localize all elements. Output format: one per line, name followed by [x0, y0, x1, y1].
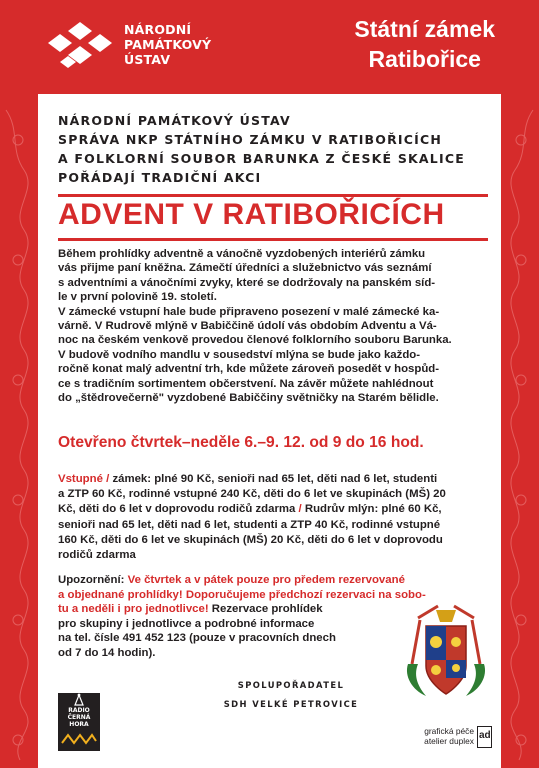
radio-cerna-hora-logo: [58, 693, 100, 751]
reservation-text: pro skupiny i jednotlivce a podrobné informace: [58, 617, 315, 630]
slash: /: [102, 473, 113, 485]
organizer-line: SPRÁVA NKP STÁTNÍHO ZÁMKU V RATIBOŘICÍCH: [58, 132, 443, 147]
description-line: vás přijme paní kněžna. Zámečtí úředníci a služebnictvo vás seznámí: [58, 262, 432, 275]
radio-logo-text: [58, 707, 100, 728]
mill-price-text: plné 60 Kč,: [378, 503, 442, 516]
castle-price-text: Kč, děti do 6 let v doprovodu rodičů zdarma: [58, 503, 299, 516]
institution-line: ÚSTAV: [124, 52, 171, 67]
event-title: ADVENT V RATIBOŘICÍCH: [58, 198, 445, 231]
title-rule-bottom: [58, 238, 488, 241]
description-line: várně. V Rudrově mlýně v Babiččině údolí vás obdobím Adventu a Vá-: [58, 320, 437, 333]
description-line: s adventními a vánočními zvyky, které se dodržovaly na panském síd-: [58, 276, 436, 289]
castle-label: zámek:: [112, 473, 152, 485]
npu-logo-icon: [46, 22, 114, 70]
co-organizer-name: SDH VELKÉ PETROVICE: [223, 699, 359, 709]
notice-line: [58, 573, 498, 588]
radio-logo-line: RADIO: [68, 707, 90, 714]
radio-wave-icon: [58, 731, 100, 747]
description-line: le v první polovině 19. století.: [58, 291, 217, 304]
description-line: ročně konat malý adventní trh, kde můžete zároveň posedět v hospůd-: [58, 363, 440, 376]
notice-warning: Ve čtvrtek a v pátek pouze pro předem rezervované: [127, 574, 405, 586]
event-description: [58, 247, 490, 405]
price-line: 160 Kč, děti do 6 let ve skupinách (MŠ) 20 Kč, děti do 6 let v doprovodu: [58, 533, 443, 546]
reservation-text: Rezervace prohlídek: [208, 603, 323, 616]
description-line: V budově vodního mandlu v sousedství mlýna se bude jako každo-: [58, 348, 421, 361]
castle-price-text: plné 90 Kč, senioři nad 65 let, děti nad 6 let, studenti: [151, 473, 438, 485]
organizer-line: POŘÁDAJÍ TRADIČNÍ AKCI: [58, 170, 262, 185]
price-line: [58, 472, 490, 487]
description-line: ce s tradičním sortimentem občerstvení. Na závěr můžete nahlédnout: [58, 377, 434, 390]
design-credit: [400, 726, 474, 746]
credit-line: atelier duplex: [424, 736, 474, 746]
slash: /: [298, 503, 305, 516]
notice-warning: tu a neděli i pro jednotlivce!: [58, 603, 209, 616]
price-line: rodičů zdarma: [58, 549, 136, 562]
castle-title: [354, 14, 495, 74]
radio-tower-icon: [58, 693, 100, 707]
co-organizer: [196, 676, 386, 714]
reservation-text: od 7 do 14 hodin).: [58, 646, 156, 659]
organizer-line: A FOLKLORNÍ SOUBOR BARUNKA Z ČESKÉ SKALICE: [58, 151, 465, 166]
notice-label: Upozornění:: [58, 574, 125, 586]
radio-logo-line: HORA: [69, 721, 89, 728]
title-rule-top: [58, 194, 488, 197]
mill-label: Rudrův mlýn:: [304, 503, 379, 516]
description-line: do „štědrovečerně" vyzdobené Babiččiny světničky na Starém bělidle.: [58, 392, 439, 405]
notice-warning: a objednané prohlídky! Doporučujeme předchozí rezervaci na sobo-: [58, 588, 426, 601]
price-line: a ZTP 60 Kč, rodinné vstupné 240 Kč, děti do 6 let ve skupinách (MŠ) 20: [58, 488, 446, 501]
radio-logo-line: ČERNÁ: [67, 714, 91, 721]
credit-logo-text: ad: [479, 730, 491, 741]
price-line: [58, 502, 490, 517]
entry-label: Vstupné: [58, 473, 103, 485]
institution-name: [124, 22, 211, 67]
atelier-duplex-logo: [477, 726, 492, 748]
description-line: V zámecké vstupní hale bude připraveno posezení v malé zámecké ka-: [58, 305, 440, 318]
co-organizer-label: SPOLUPOŘADATEL: [237, 680, 345, 690]
organizer-line: NÁRODNÍ PAMÁTKOVÝ ÚSTAV: [58, 113, 291, 128]
reservation-text: na tel. čísle 491 452 123 (pouze v pracovních dnech: [58, 632, 336, 645]
institution-line: NÁRODNÍ: [124, 22, 192, 37]
institution-line: PAMÁTKOVÝ: [124, 37, 212, 52]
description-line: noc na českém venkově provedou členové folklorního souboru Barunka.: [58, 334, 452, 347]
credit-line: grafická péče: [424, 726, 474, 736]
castle-title-line: Státní zámek: [354, 16, 495, 42]
admission-prices: [58, 472, 490, 563]
organizers: [58, 111, 488, 187]
opening-hours: Otevřeno čtvrtek–neděle 6.–9. 12. od 9 do 16 hod.: [58, 434, 424, 451]
header: [0, 0, 539, 94]
description-line: Během prohlídky adventně a vánočně vyzdobených interiérů zámku: [58, 248, 426, 260]
castle-title-line: Ratibořice: [368, 46, 481, 72]
fire-brigade-emblem-icon: [398, 604, 494, 704]
price-line: senioři nad 65 let, děti nad 6 let, studenti a ZTP 40 Kč, rodinné vstupné: [58, 518, 441, 531]
